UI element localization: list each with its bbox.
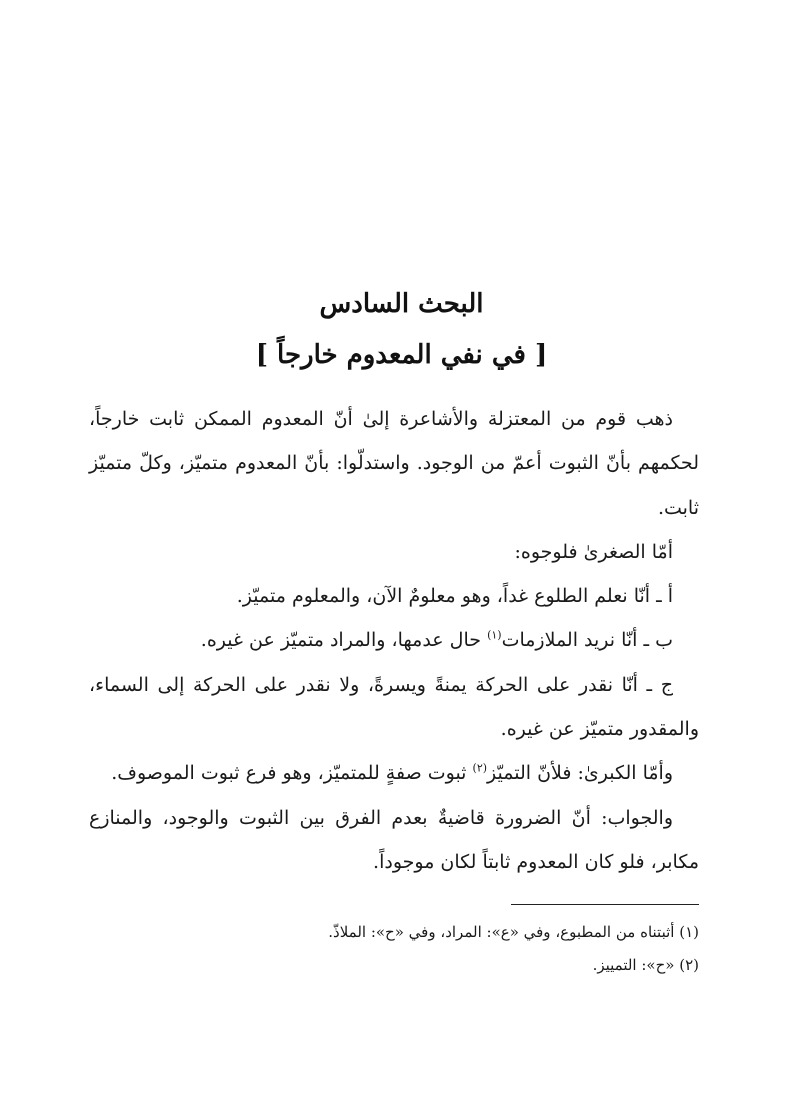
main-text xyxy=(89,397,699,884)
footnotes xyxy=(89,916,699,982)
footnote-ref-1: (١) xyxy=(487,629,502,643)
footnote-ref-2: (٢) xyxy=(472,762,488,776)
major-premise-text-end: ثبوت صفةٍ للمتميّز، وهو فرع ثبوت الموصوف. xyxy=(111,762,473,785)
section-title: البحث السادس xyxy=(319,289,484,319)
paragraph-point-c: ج ـ أنّا نقدر على الحركة يمنةً ويسرةً، ولا نقدر على الحركة إلى السماء، والمقدور متميّز عن غيره. xyxy=(89,673,699,741)
footnote-divider xyxy=(511,904,699,905)
paragraph-major-premise xyxy=(89,751,699,795)
major-premise-text-start: وأمّا الكبرىٰ: فلأنّ التميّز xyxy=(487,762,673,785)
paragraph-point-b xyxy=(89,618,699,662)
section-subtitle: [ في نفي المعدوم خارجاً ] xyxy=(255,340,548,370)
point-b-text-end: حال عدمها، والمراد متميّز عن غيره. xyxy=(200,629,488,652)
paragraph-answer: والجواب: أنّ الضرورة قاضيةٌ بعدم الفرق بين الثبوت والوجود، والمنازع مكابر، فلو كان المعدوم ثابتاً لكان موجوداً. xyxy=(89,806,699,873)
paragraph-point-a: أ ـ أنّا نعلم الطلوع غداً، وهو معلومٌ الآن، والمعلوم متميّز. xyxy=(236,585,673,608)
point-b-text-start: ب ـ أنّا نريد الملازمات xyxy=(501,629,673,652)
paragraph-minor-premise: أمّا الصغرىٰ فلوجوه: xyxy=(514,540,673,563)
footnote-2: (٢) «ح»: التمييز. xyxy=(592,956,699,974)
footnote-1: (١) أثبتناه من المطبوع، وفي «ع»: المراد، وفي «ح»: الملاذّ. xyxy=(328,923,699,941)
paragraph-intro: ذهب قوم من المعتزلة والأشاعرة إلىٰ أنّ المعدوم الممكن ثابت خارجاً، لحكمهم بأنّ الثبوت أعمّ من الوجود. واستدلّوا: بأنّ المعدوم متميّز، وكلّ متميّز ثابت. xyxy=(89,408,699,519)
